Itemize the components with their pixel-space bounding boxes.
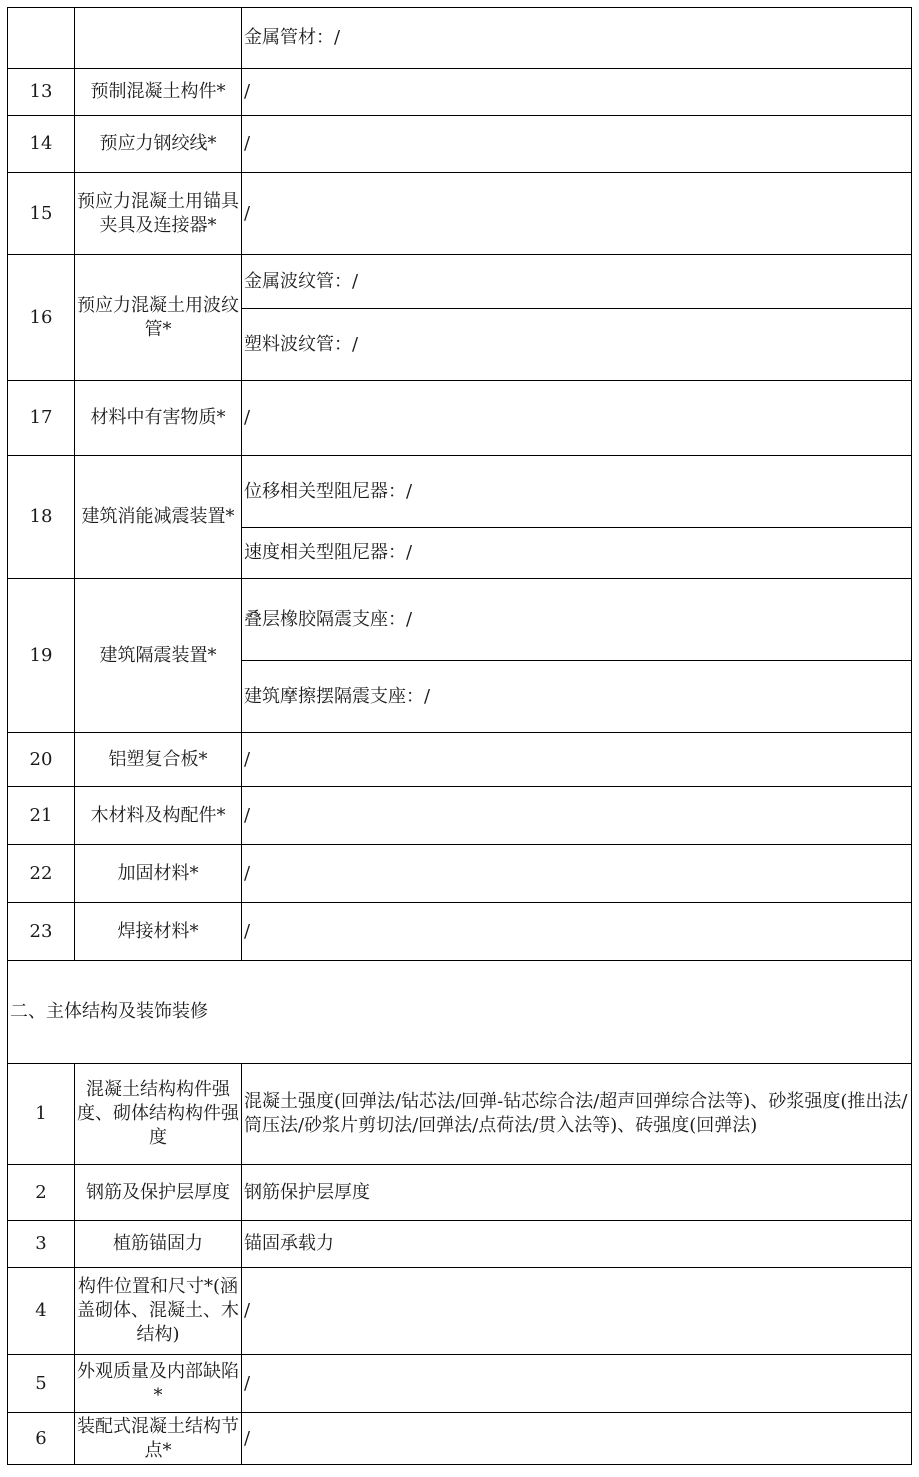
item-parameter: / <box>242 173 912 255</box>
item-name: 植筋锚固力 <box>75 1221 242 1268</box>
table-row <box>8 787 912 845</box>
item-number: 6 <box>8 1413 75 1465</box>
item-name: 钢筋及保护层厚度 <box>75 1165 242 1221</box>
item-number: 5 <box>8 1355 75 1413</box>
item-number: 17 <box>8 381 75 456</box>
item-name: 木材料及构配件* <box>75 787 242 845</box>
table-row <box>8 733 912 787</box>
item-number: 15 <box>8 173 75 255</box>
section-title: 二、主体结构及装饰装修 <box>8 961 912 1064</box>
table-row <box>8 579 912 661</box>
item-parameter: / <box>242 381 912 456</box>
item-number: 18 <box>8 456 75 579</box>
item-parameter: / <box>242 116 912 173</box>
item-name: 加固材料* <box>75 845 242 903</box>
item-parameter: / <box>242 1268 912 1355</box>
table-row <box>8 1165 912 1221</box>
table-row <box>8 1355 912 1413</box>
table-row <box>8 1413 912 1465</box>
table-row <box>8 116 912 173</box>
item-name <box>75 8 242 69</box>
item-parameter: 锚固承载力 <box>242 1221 912 1268</box>
item-parameter: 塑料波纹管：/ <box>242 309 912 381</box>
item-parameter: / <box>242 733 912 787</box>
table-row <box>8 8 912 69</box>
table-row <box>8 903 912 961</box>
item-name: 预应力钢绞线* <box>75 116 242 173</box>
table-row <box>8 381 912 456</box>
item-parameter: 建筑摩擦摆隔震支座：/ <box>242 661 912 733</box>
item-parameter: 叠层橡胶隔震支座：/ <box>242 579 912 661</box>
table-row <box>8 1268 912 1355</box>
table-row <box>8 1064 912 1165</box>
item-name: 构件位置和尺寸*(涵盖砌体、混凝土、木结构) <box>75 1268 242 1355</box>
item-name: 建筑隔震装置* <box>75 579 242 733</box>
item-parameter: / <box>242 1355 912 1413</box>
item-parameter: 位移相关型阻尼器：/ <box>242 456 912 528</box>
item-parameter: 金属管材：/ <box>242 8 912 69</box>
item-number: 2 <box>8 1165 75 1221</box>
item-parameter: 混凝土强度(回弹法/钻芯法/回弹-钻芯综合法/超声回弹综合法等)、砂浆强度(推出法/筒压法/砂浆片剪切法/回弹法/点荷法/贯入法等)、砖强度(回弹法) <box>242 1064 912 1165</box>
item-name: 预应力混凝土用锚具夹具及连接器* <box>75 173 242 255</box>
table-row <box>8 845 912 903</box>
item-number: 3 <box>8 1221 75 1268</box>
table-row <box>8 69 912 116</box>
item-number: 22 <box>8 845 75 903</box>
item-number: 23 <box>8 903 75 961</box>
table-row <box>8 173 912 255</box>
item-number <box>8 8 75 69</box>
item-number: 19 <box>8 579 75 733</box>
item-parameter: / <box>242 69 912 116</box>
item-number: 4 <box>8 1268 75 1355</box>
item-name: 预制混凝土构件* <box>75 69 242 116</box>
item-parameter: / <box>242 903 912 961</box>
item-parameter: / <box>242 845 912 903</box>
table-row <box>8 456 912 528</box>
item-name: 混凝土结构构件强度、砌体结构构件强度 <box>75 1064 242 1165</box>
item-number: 20 <box>8 733 75 787</box>
item-parameter: 速度相关型阻尼器：/ <box>242 528 912 579</box>
item-parameter: 金属波纹管：/ <box>242 255 912 309</box>
table-row <box>8 1221 912 1268</box>
item-name: 装配式混凝土结构节点* <box>75 1413 242 1465</box>
item-name: 预应力混凝土用波纹管* <box>75 255 242 381</box>
table-row <box>8 255 912 309</box>
item-number: 16 <box>8 255 75 381</box>
item-parameter: 钢筋保护层厚度 <box>242 1165 912 1221</box>
item-number: 14 <box>8 116 75 173</box>
item-parameter: / <box>242 1413 912 1465</box>
item-name: 焊接材料* <box>75 903 242 961</box>
item-number: 21 <box>8 787 75 845</box>
item-parameter: / <box>242 787 912 845</box>
item-number: 1 <box>8 1064 75 1165</box>
item-name: 材料中有害物质* <box>75 381 242 456</box>
item-name: 铝塑复合板* <box>75 733 242 787</box>
item-number: 13 <box>8 69 75 116</box>
item-name: 建筑消能减震装置* <box>75 456 242 579</box>
inspection-table <box>7 7 912 1465</box>
section-row <box>8 961 912 1064</box>
item-name: 外观质量及内部缺陷* <box>75 1355 242 1413</box>
